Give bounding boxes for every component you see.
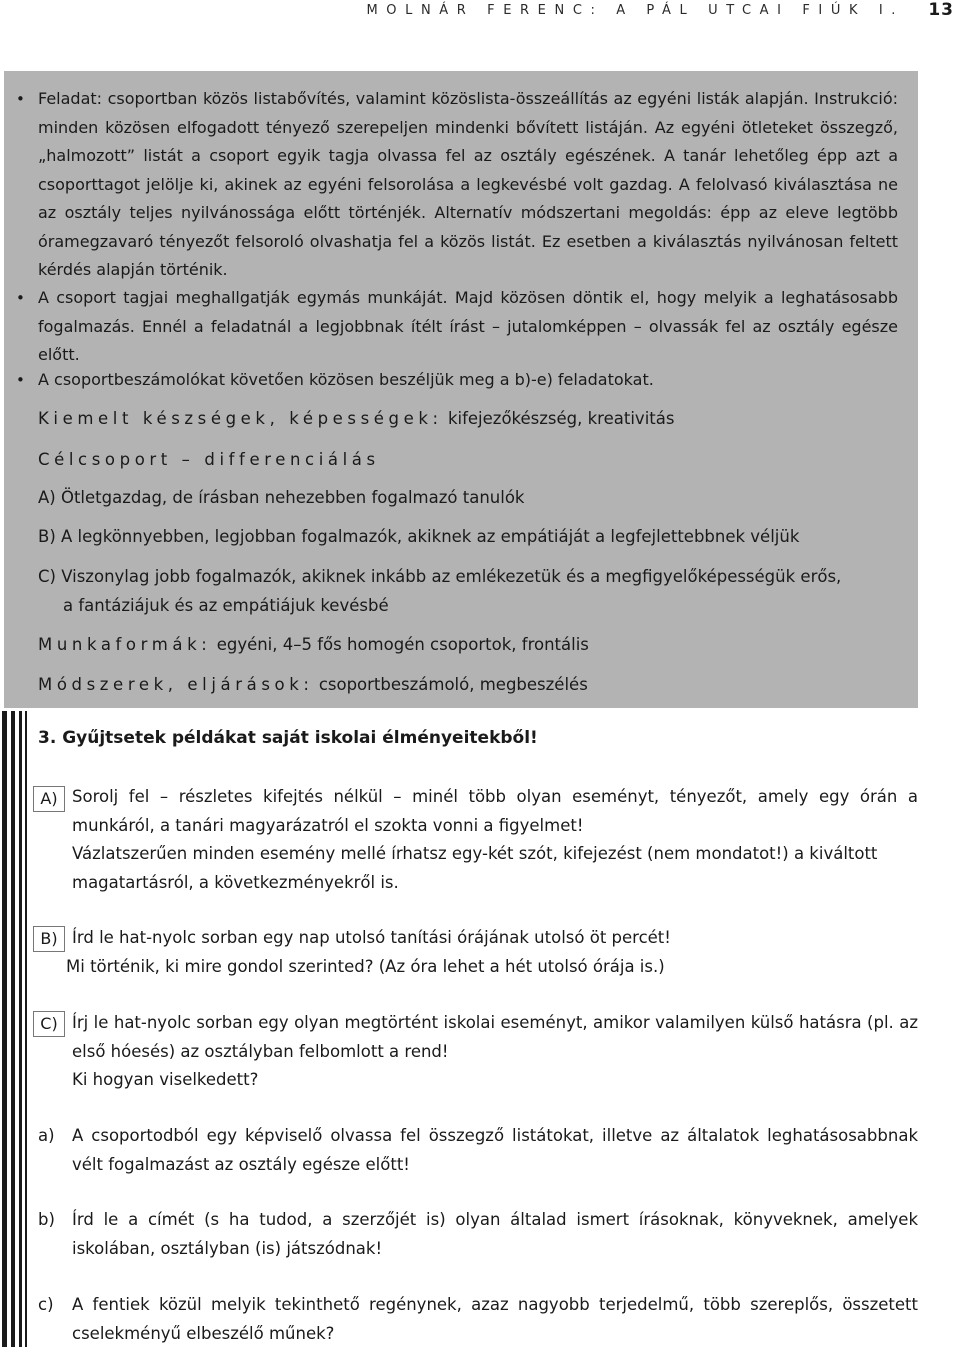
task-label-a: A)	[33, 786, 65, 812]
bullet-icon: •	[16, 90, 25, 108]
subtask-c: A fentiek közül melyik tekinthető regénynek, azaz nagyobb terjedelmű, több szereplős, összetett cselekményű elbeszélő műnek?	[72, 1295, 918, 1343]
subtask-label-a: a)	[38, 1126, 55, 1145]
bullet-text: A csoport tagjai meghallgatják egymás munkáját. Majd közösen döntik el, hogy melyik a leghatásosabb fogalmazás. Ennél a feladatnál a legjobbnak ítélt írást – jutalomképpen – olvassák fel az osztály egésze előtt.	[38, 288, 898, 364]
task-label-b: B)	[33, 926, 65, 952]
bullet-icon: •	[16, 289, 25, 307]
bullet-icon: •	[16, 371, 25, 389]
group-a: A) Ötletgazdag, de írásban nehezebben fogalmazó tanulók	[38, 488, 525, 507]
task-label-c: C)	[33, 1011, 65, 1037]
margin-bars	[0, 711, 30, 1347]
group-c-continuation: a fantáziájuk és az empátiájuk kevésbé	[63, 596, 389, 615]
running-title: MOLNÁR FERENC: A PÁL UTCAI FIÚK I.	[366, 3, 904, 18]
skills-line	[38, 405, 674, 433]
task-a	[72, 783, 918, 897]
task-b	[66, 924, 918, 981]
bullet-item	[16, 85, 898, 285]
methods-line	[38, 671, 588, 699]
bullet-text: Feladat: csoportban közös listabővítés, valamint közöslista-összeállítás az egyéni listák alapján. Instrukció: minden közösen elfogadott tényező szerepeljen mindenki bővített listáján. Az egyéni ötleteket összegző, „halmozott” listát a csoport egyik tagja olvassa fel az osztály egészének. A tanár lehetőleg épp azt a csoporttagot jelölje ki, akinek az egyéni felsorolása a legkevésbé volt gazdag. A felolvasó kiválasztása ne az osztály teljes nyilvánossága előtt történjék. Alternatív módszertani megoldás: épp az eleve legtöbb óramegzavaró tényezőt felsoroló olvashatja fel a közös listát. Ez esetben a kiválasztás nyilvánosan feltett kérdés alapján történik.	[38, 89, 898, 279]
subtask-label-b: b)	[38, 1210, 55, 1229]
work-forms-value: egyéni, 4–5 fős homogén csoportok, frontális	[216, 635, 589, 654]
page-number: 13	[928, 0, 954, 20]
task-b-line: Mi történik, ki mire gondol szerinted? (Az óra lehet a hét utolsó órája is.)	[66, 956, 665, 976]
task-c-line: Írj le hat-nyolc sorban egy olyan megtörtént iskolai eseményt, amikor valamilyen külső hatásra (pl. az első hóesés) az osztályban felbomlott a rend!	[72, 1013, 918, 1061]
running-header	[0, 0, 960, 30]
subtask-b: Írd le a címét (s ha tudod, a szerzőjét is) olyan általad ismert írásoknak, könyveknek, amelyek iskolában, osztályban (is) játszódnak!	[72, 1210, 918, 1258]
task-a-line: Vázlatszerűen minden esemény mellé írhatsz egy-két szót, kifejezést (nem mondatot!) a kiváltott magatartásról, a következményekről is.	[72, 844, 878, 892]
skills-value: kifejezőkészség, kreativitás	[447, 409, 675, 428]
methods-value: csoportbeszámoló, megbeszélés	[318, 675, 588, 694]
task-c	[72, 1009, 918, 1095]
skills-label: Kiemelt készségek, képességek:	[38, 409, 443, 428]
bullet-item	[16, 284, 898, 370]
work-forms-label: Munkaformák:	[38, 635, 212, 654]
bullet-item	[16, 366, 898, 395]
task-b-line: Írd le hat-nyolc sorban egy nap utolsó tanítási órájának utolsó öt percét!	[72, 928, 671, 947]
subtask-label-c: c)	[38, 1295, 54, 1314]
group-c: C) Viszonylag jobb fogalmazók, akiknek inkább az emlékezetük és a megfigyelőképességük erős,	[38, 567, 842, 586]
target-group-label: Célcsoport – differenciálás	[38, 450, 380, 469]
work-forms-line	[38, 631, 589, 659]
subtask-a: A csoportodból egy képviselő olvassa fel összegző listátokat, illetve az általatok leghatásosabbnak vélt fogalmazást az osztály egésze előtt!	[72, 1126, 918, 1174]
question-title: 3. Gyűjtsetek példákat saját iskolai élményeitekből!	[38, 728, 538, 748]
methods-label: Módszerek, eljárások:	[38, 675, 314, 694]
task-a-line: Sorolj fel – részletes kifejtés nélkül – minél több olyan eseményt, tényezőt, amely egy órán a munkáról, a tanári magyarázatról el szokta vonni a figyelmet!	[72, 787, 918, 835]
group-b: B) A legkönnyebben, legjobban fogalmazók, akiknek az empátiáját a legfejlettebbnek véljük	[38, 527, 800, 546]
bullet-text: A csoportbeszámolókat követően közösen beszéljük meg a b)-e) feladatokat.	[38, 370, 654, 389]
task-c-line: Ki hogyan viselkedett?	[72, 1070, 259, 1089]
